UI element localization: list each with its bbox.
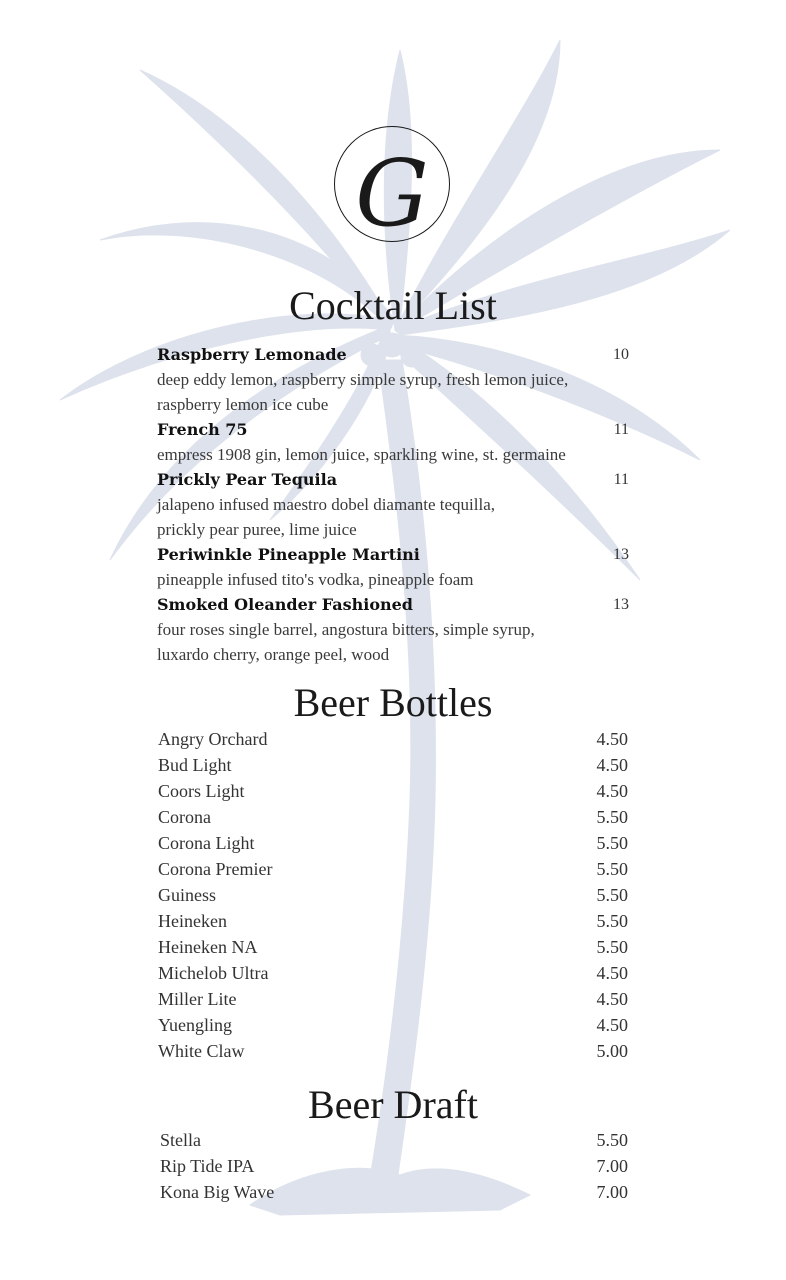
item-name: Miller Lite xyxy=(158,989,237,1009)
cocktail-item xyxy=(157,542,629,592)
item-name: White Claw xyxy=(158,1041,245,1061)
beer-bottles-list xyxy=(158,726,628,1064)
item-name: Heineken NA xyxy=(158,937,258,957)
list-item xyxy=(160,1153,628,1179)
item-name: Kona Big Wave xyxy=(160,1182,275,1202)
beer-draft-list xyxy=(160,1127,628,1205)
list-item xyxy=(158,986,628,1012)
list-item xyxy=(158,934,628,960)
list-item xyxy=(158,882,628,908)
item-price: 5.50 xyxy=(596,911,628,931)
list-item xyxy=(158,908,628,934)
cocktail-name: French 75 xyxy=(157,420,248,439)
logo xyxy=(334,126,450,247)
item-name: Angry Orchard xyxy=(158,729,268,749)
cocktail-item xyxy=(157,467,629,542)
cocktail-name: Periwinkle Pineapple Martini xyxy=(157,545,420,564)
cocktail-description: raspberry lemon ice cube xyxy=(157,395,329,414)
cocktail-name: Smoked Oleander Fashioned xyxy=(157,595,413,614)
list-item xyxy=(160,1127,628,1153)
item-name: Rip Tide IPA xyxy=(160,1156,255,1176)
beer-bottles-title: Beer Bottles xyxy=(293,680,493,725)
item-price: 5.50 xyxy=(596,885,628,905)
cocktail-price: 11 xyxy=(613,421,629,438)
item-price: 5.50 xyxy=(596,807,628,827)
item-name: Corona Light xyxy=(158,833,255,853)
item-price: 4.50 xyxy=(596,781,628,801)
cocktail-name: Raspberry Lemonade xyxy=(157,345,347,364)
cocktail-item xyxy=(157,417,629,467)
item-price: 7.00 xyxy=(596,1156,628,1176)
list-item xyxy=(160,1179,628,1205)
cocktail-description: luxardo cherry, orange peel, wood xyxy=(157,645,390,664)
item-price: 4.50 xyxy=(596,755,628,775)
item-name: Michelob Ultra xyxy=(158,963,269,983)
cocktail-description: prickly pear puree, lime juice xyxy=(157,520,357,539)
list-item xyxy=(158,830,628,856)
item-name: Coors Light xyxy=(158,781,245,801)
item-name: Bud Light xyxy=(158,755,232,775)
item-price: 4.50 xyxy=(596,963,628,983)
item-price: 5.00 xyxy=(596,1041,628,1061)
cocktail-price: 11 xyxy=(613,471,629,488)
cocktail-price: 13 xyxy=(613,596,629,613)
item-price: 4.50 xyxy=(596,989,628,1009)
cocktail-description: empress 1908 gin, lemon juice, sparkling wine, st. germaine xyxy=(157,445,566,464)
cocktail-item xyxy=(157,342,629,417)
item-price: 5.50 xyxy=(596,1130,628,1150)
item-price: 5.50 xyxy=(596,833,628,853)
cocktail-description: pineapple infused tito's vodka, pineapple foam xyxy=(157,570,474,589)
item-name: Corona xyxy=(158,807,211,827)
item-name: Guiness xyxy=(158,885,216,905)
logo-letter: G xyxy=(355,140,429,247)
item-price: 4.50 xyxy=(596,1015,628,1035)
item-price: 4.50 xyxy=(596,729,628,749)
beer-draft-title: Beer Draft xyxy=(308,1082,478,1127)
item-name: Heineken xyxy=(158,911,227,931)
cocktail-item xyxy=(157,592,629,667)
item-name: Corona Premier xyxy=(158,859,273,879)
item-name: Yuengling xyxy=(158,1015,232,1035)
list-item xyxy=(158,726,628,752)
cocktail-description: deep eddy lemon, raspberry simple syrup, fresh lemon juice, xyxy=(157,370,569,389)
cocktail-list xyxy=(157,342,629,667)
list-item xyxy=(158,1038,628,1064)
cocktail-price: 13 xyxy=(613,546,629,563)
cocktail-name: Prickly Pear Tequila xyxy=(157,470,338,489)
list-item xyxy=(158,856,628,882)
cocktail-description: four roses single barrel, angostura bitters, simple syrup, xyxy=(157,620,535,639)
cocktail-list-title: Cocktail List xyxy=(289,283,497,328)
list-item xyxy=(158,1012,628,1038)
list-item xyxy=(158,804,628,830)
cocktail-price: 10 xyxy=(613,346,629,363)
list-item xyxy=(158,752,628,778)
item-price: 7.00 xyxy=(596,1182,628,1202)
item-name: Stella xyxy=(160,1130,201,1150)
item-price: 5.50 xyxy=(596,859,628,879)
cocktail-description: jalapeno infused maestro dobel diamante tequilla, xyxy=(157,495,495,514)
list-item xyxy=(158,960,628,986)
item-price: 5.50 xyxy=(596,937,628,957)
list-item xyxy=(158,778,628,804)
